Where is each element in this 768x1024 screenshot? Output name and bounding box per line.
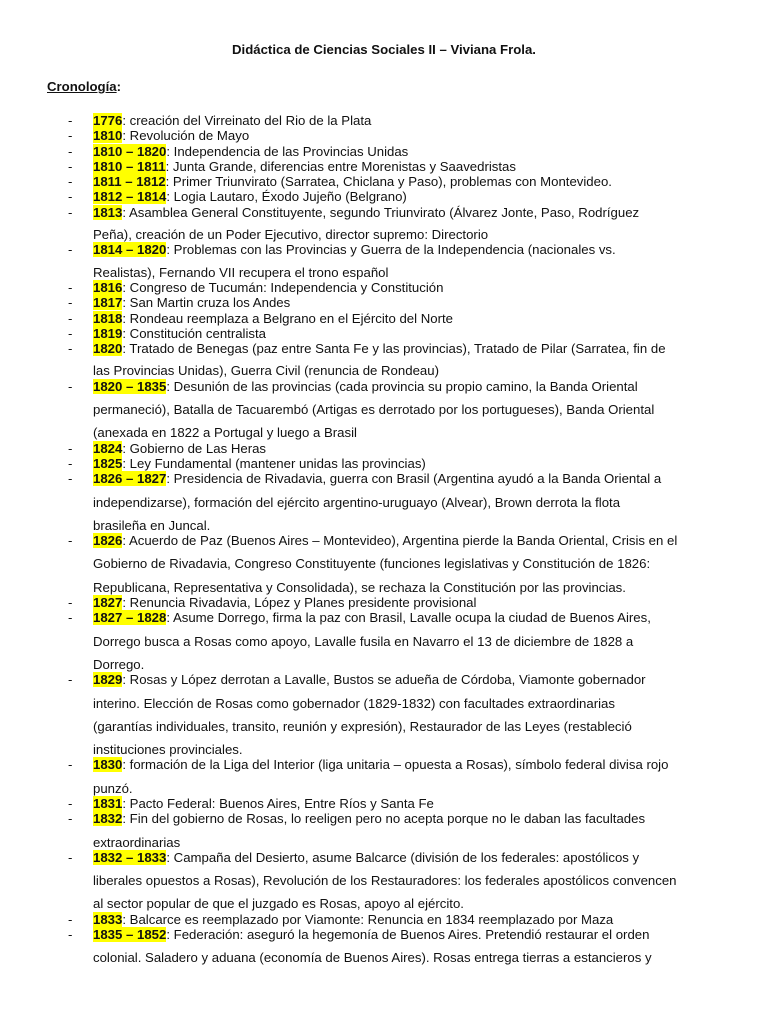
event-date-highlight: 1818 bbox=[93, 310, 123, 326]
event-date-highlight: 1831 bbox=[93, 795, 123, 811]
event-line bbox=[93, 456, 733, 471]
document-title: Didáctica de Ciencias Sociales II – Viviana Frola. bbox=[232, 42, 536, 57]
event-date-highlight: 1811 – 1812 bbox=[93, 174, 166, 190]
event-description: : creación del Virreinato del Rio de la Plata bbox=[122, 113, 372, 128]
event-line bbox=[93, 311, 733, 326]
event-continuation-line: las Provincias Unidas), Guerra Civil (renuncia de Rondeau) bbox=[93, 363, 439, 379]
event-date-highlight: 1812 – 1814 bbox=[93, 189, 167, 205]
event-description: : Tratado de Benegas (paz entre Santa Fe y las provincias), Tratado de Pilar (Sarratea, fin de bbox=[122, 341, 666, 357]
event-continuation-line: Dorrego busca a Rosas como apoyo, Lavalle fusila en Navarro el 13 de diciembre de 1828 a bbox=[93, 633, 634, 649]
list-dash: - bbox=[68, 927, 73, 943]
chronology-item bbox=[0, 672, 768, 757]
event-description: : Junta Grande, diferencias entre Morenistas y Saavedristas bbox=[165, 158, 516, 174]
event-date-highlight: 1776 bbox=[93, 113, 123, 128]
list-dash: - bbox=[68, 378, 73, 394]
event-description: : Logia Lautaro, Éxodo Jujeño (Belgrano) bbox=[166, 189, 407, 205]
list-dash: - bbox=[68, 295, 73, 311]
list-dash: - bbox=[68, 174, 73, 190]
event-continuation-line: Gobierno de Rivadavia, Congreso Constituyente (funciones legislativas y Constitución de 1826: bbox=[93, 556, 651, 572]
list-dash: - bbox=[68, 471, 73, 487]
event-line bbox=[93, 205, 733, 220]
event-description: : Balcarce es reemplazado por Viamonte: Renuncia en 1834 reemplazado por Maza bbox=[122, 911, 614, 927]
chronology-item bbox=[0, 533, 768, 595]
event-description: : Independencia de las Provincias Unidas bbox=[166, 143, 409, 159]
list-dash: - bbox=[68, 128, 73, 144]
event-description: : San Martin cruza los Andes bbox=[122, 295, 291, 311]
chronology-item bbox=[0, 128, 768, 143]
event-continuation-line: permaneció), Batalla de Tacuarembó (Artigas es derrotado por los portugueses), Banda Oriental bbox=[93, 402, 655, 418]
event-line bbox=[93, 757, 733, 772]
chronology-text bbox=[93, 456, 733, 471]
chronology-text bbox=[93, 927, 733, 966]
event-date-highlight: 1820 – 1835 bbox=[93, 378, 167, 394]
event-description: : Revolución de Mayo bbox=[122, 128, 250, 144]
chronology-item bbox=[0, 595, 768, 610]
event-description: : Rosas y López derrotan a Lavalle, Bustos se adueña de Córdoba, Viamonte gobernador bbox=[122, 672, 646, 688]
chronology-item bbox=[0, 811, 768, 850]
event-line bbox=[93, 341, 733, 356]
event-description: : Renuncia Rivadavia, López y Planes presidente provisional bbox=[122, 595, 477, 611]
list-dash: - bbox=[68, 795, 73, 811]
event-date-highlight: 1817 bbox=[93, 295, 123, 311]
event-line bbox=[93, 144, 733, 159]
event-description: : Presidencia de Rivadavia, guerra con Brasil (Argentina ayudó a la Banda Oriental a bbox=[166, 471, 662, 487]
list-dash: - bbox=[68, 279, 73, 295]
event-date-highlight: 1833 bbox=[93, 911, 123, 927]
list-dash: - bbox=[68, 143, 73, 159]
chronology-text bbox=[93, 912, 733, 927]
event-line bbox=[93, 533, 733, 548]
event-line bbox=[93, 159, 733, 174]
event-line bbox=[93, 242, 733, 257]
chronology-item bbox=[0, 471, 768, 533]
event-date-highlight: 1835 – 1852 bbox=[93, 927, 167, 943]
chronology-item bbox=[0, 796, 768, 811]
event-description: : Asamblea General Constituyente, segundo Triunvirato (Álvarez Jonte, Paso, Rodríguez bbox=[122, 204, 640, 220]
chronology-item bbox=[0, 311, 768, 326]
list-dash: - bbox=[68, 158, 73, 174]
event-line bbox=[93, 113, 733, 128]
event-continuation-line: Peña), creación de un Poder Ejecutivo, director supremo: Directorio bbox=[93, 227, 489, 243]
chronology-text bbox=[93, 850, 733, 912]
chronology-text bbox=[93, 811, 733, 850]
event-date-highlight: 1816 bbox=[93, 279, 123, 295]
chronology-text bbox=[93, 311, 733, 326]
chronology-item bbox=[0, 379, 768, 441]
event-continuation-line: al sector popular de que el juzgado es Rosas, apoyo al ejército. bbox=[93, 896, 464, 912]
list-dash: - bbox=[68, 204, 73, 220]
list-dash: - bbox=[68, 757, 73, 773]
chronology-item bbox=[0, 174, 768, 189]
event-date-highlight: 1832 bbox=[93, 811, 123, 827]
event-line bbox=[93, 128, 733, 143]
event-line bbox=[93, 441, 733, 456]
list-dash: - bbox=[68, 341, 73, 357]
chronology-text bbox=[93, 242, 733, 280]
event-line bbox=[93, 280, 733, 295]
event-description: : Campaña del Desierto, asume Balcarce (división de los federales: apostólicos y bbox=[166, 849, 640, 865]
event-description: : Problemas con las Provincias y Guerra de la Independencia (nacionales vs. bbox=[166, 242, 616, 258]
chronology-item bbox=[0, 610, 768, 672]
event-date-highlight: 1832 – 1833 bbox=[93, 849, 167, 865]
event-line bbox=[93, 672, 733, 687]
chronology-text bbox=[93, 159, 733, 174]
event-line bbox=[93, 610, 733, 625]
list-dash: - bbox=[68, 849, 73, 865]
event-continuation-line: instituciones provinciales. bbox=[93, 742, 243, 758]
event-description: : Acuerdo de Paz (Buenos Aires – Montevideo), Argentina pierde la Banda Oriental, Crisis en el bbox=[122, 533, 678, 549]
chronology-item bbox=[0, 341, 768, 379]
event-continuation-line: independizarse), formación del ejército argentino-uruguayo (Alvear), Brown derrota la flota bbox=[93, 494, 621, 510]
chronology-item bbox=[0, 326, 768, 341]
event-description: : Federación: aseguró la hegemonía de Buenos Aires. Pretendió restaurar el orden bbox=[166, 927, 650, 943]
chronology-item bbox=[0, 189, 768, 204]
event-date-highlight: 1827 bbox=[93, 595, 123, 611]
list-dash: - bbox=[68, 113, 73, 128]
event-line bbox=[93, 174, 733, 189]
event-line bbox=[93, 595, 733, 610]
event-line bbox=[93, 471, 733, 486]
event-line bbox=[93, 927, 733, 942]
chronology-text bbox=[93, 341, 733, 379]
chronology-text bbox=[93, 379, 733, 441]
event-continuation-line: colonial. Saladero y aduana (economía de Buenos Aires). Rosas entrega tierras a estancieros y bbox=[93, 950, 652, 966]
chronology-text bbox=[93, 280, 733, 295]
event-line bbox=[93, 326, 733, 341]
chronology-text bbox=[93, 128, 733, 143]
event-date-highlight: 1830 bbox=[93, 757, 123, 773]
event-date-highlight: 1826 bbox=[93, 533, 123, 549]
event-continuation-line: liberales opuestos a Rosas), Revolución de los Restauradores: los federales apostólicos convencen bbox=[93, 873, 677, 889]
section-label-colon: : bbox=[116, 79, 122, 94]
event-description: : Fin del gobierno de Rosas, lo reeligen pero no acepta porque no le daban las facultades bbox=[122, 811, 646, 827]
event-date-highlight: 1810 – 1820 bbox=[93, 143, 167, 159]
chronology-item bbox=[0, 280, 768, 295]
chronology-text bbox=[93, 757, 733, 796]
event-date-highlight: 1813 bbox=[93, 204, 123, 220]
event-description: : Rondeau reemplaza a Belgrano en el Ejército del Norte bbox=[122, 310, 453, 326]
event-continuation-line: brasileña en Juncal. bbox=[93, 517, 211, 533]
chronology-item bbox=[0, 441, 768, 456]
event-date-highlight: 1826 – 1827 bbox=[93, 471, 167, 487]
chronology-text bbox=[93, 205, 733, 243]
event-description: : Congreso de Tucumán: Independencia y Constitución bbox=[122, 279, 444, 295]
chronology-item bbox=[0, 205, 768, 243]
event-date-highlight: 1819 bbox=[93, 325, 123, 341]
chronology-text bbox=[93, 441, 733, 456]
event-description: : Constitución centralista bbox=[122, 325, 267, 341]
chronology-text bbox=[93, 595, 733, 610]
list-dash: - bbox=[68, 310, 73, 326]
event-line bbox=[93, 850, 733, 865]
event-description: : Asume Dorrego, firma la paz con Brasil, Lavalle ocupa la ciudad de Buenos Aires, bbox=[166, 610, 651, 626]
list-dash: - bbox=[68, 811, 73, 827]
chronology-text bbox=[93, 533, 733, 595]
chronology-item bbox=[0, 912, 768, 927]
event-date-highlight: 1827 – 1828 bbox=[93, 610, 167, 626]
section-label-text: Cronología bbox=[47, 79, 117, 94]
event-description: : formación de la Liga del Interior (liga unitaria – opuesta a Rosas), símbolo federal divisa rojo bbox=[122, 757, 669, 773]
chronology-item bbox=[0, 757, 768, 796]
list-dash: - bbox=[68, 189, 73, 205]
event-description: : Gobierno de Las Heras bbox=[122, 440, 267, 456]
chronology-list bbox=[0, 113, 768, 966]
chronology-item bbox=[0, 113, 768, 128]
event-line bbox=[93, 912, 733, 927]
event-line bbox=[93, 189, 733, 204]
chronology-item bbox=[0, 295, 768, 310]
list-dash: - bbox=[68, 533, 73, 549]
chronology-text bbox=[93, 174, 733, 189]
chronology-text bbox=[93, 189, 733, 204]
chronology-item bbox=[0, 927, 768, 966]
section-label bbox=[47, 79, 121, 94]
chronology-item bbox=[0, 144, 768, 159]
chronology-text bbox=[93, 326, 733, 341]
chronology-text bbox=[93, 471, 733, 533]
event-date-highlight: 1814 – 1820 bbox=[93, 242, 167, 258]
list-dash: - bbox=[68, 325, 73, 341]
chronology-text bbox=[93, 295, 733, 310]
event-line bbox=[93, 379, 733, 394]
event-continuation-line: Dorrego. bbox=[93, 656, 145, 672]
event-continuation-line: Realistas), Fernando VII recupera el trono español bbox=[93, 264, 389, 280]
event-description: : Desunión de las provincias (cada provincia su propio camino, la Banda Oriental bbox=[166, 378, 638, 394]
chronology-item bbox=[0, 850, 768, 912]
event-line bbox=[93, 811, 733, 826]
event-date-highlight: 1824 bbox=[93, 440, 123, 456]
event-date-highlight: 1829 bbox=[93, 672, 123, 688]
event-continuation-line: Republicana, Representativa y Consolidada), se rechaza la Constitución por las provincias. bbox=[93, 579, 626, 595]
event-line bbox=[93, 796, 733, 811]
list-dash: - bbox=[68, 911, 73, 927]
list-dash: - bbox=[68, 610, 73, 626]
chronology-text bbox=[93, 144, 733, 159]
event-continuation-line: extraordinarias bbox=[93, 834, 181, 850]
event-date-highlight: 1825 bbox=[93, 455, 123, 471]
event-description: : Pacto Federal: Buenos Aires, Entre Ríos y Santa Fe bbox=[122, 795, 434, 811]
chronology-item bbox=[0, 159, 768, 174]
list-dash: - bbox=[68, 242, 73, 258]
event-continuation-line: interino. Elección de Rosas como gobernador (1829-1832) con facultades extraordinarias bbox=[93, 695, 615, 711]
event-continuation-line: (anexada en 1822 a Portugal y luego a Brasil bbox=[93, 425, 357, 441]
chronology-text bbox=[93, 610, 733, 672]
chronology-text bbox=[93, 796, 733, 811]
event-continuation-line: (garantías individuales, transito, reunión y expresión), Restaurador de las Leyes (restableció bbox=[93, 718, 632, 734]
chronology-item bbox=[0, 456, 768, 471]
event-description: : Ley Fundamental (mantener unidas las provincias) bbox=[122, 455, 426, 471]
event-date-highlight: 1810 – 1811 bbox=[93, 158, 166, 174]
event-line bbox=[93, 295, 733, 310]
chronology-item bbox=[0, 242, 768, 280]
event-date-highlight: 1820 bbox=[93, 341, 123, 357]
event-continuation-line: punzó. bbox=[93, 780, 133, 796]
list-dash: - bbox=[68, 455, 73, 471]
event-description: : Primer Triunvirato (Sarratea, Chiclana y Paso), problemas con Montevideo. bbox=[165, 174, 612, 190]
list-dash: - bbox=[68, 672, 73, 688]
chronology-text bbox=[93, 113, 733, 128]
chronology-text bbox=[93, 672, 733, 757]
event-date-highlight: 1810 bbox=[93, 128, 123, 144]
list-dash: - bbox=[68, 440, 73, 456]
list-dash: - bbox=[68, 595, 73, 611]
